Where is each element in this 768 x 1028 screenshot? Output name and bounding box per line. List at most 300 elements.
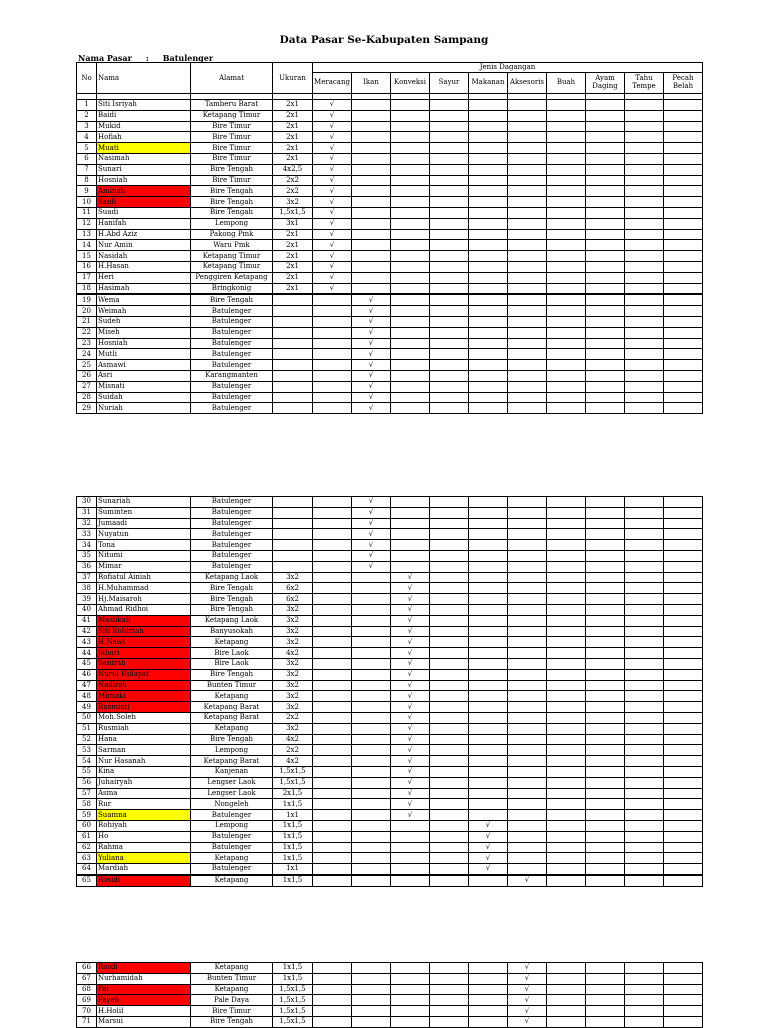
check-mark: √ [313, 100, 352, 111]
table-row [77, 392, 703, 403]
jenis-cell [352, 143, 391, 154]
jenis-cell [430, 648, 469, 659]
jenis-cell [469, 197, 508, 208]
jenis-cell [313, 820, 352, 831]
row-ukuran [273, 316, 313, 327]
jenis-cell [430, 680, 469, 691]
jenis-cell [430, 132, 469, 143]
jenis-cell [352, 864, 391, 875]
jenis-cell [508, 820, 547, 831]
jenis-cell [508, 572, 547, 583]
table-row [77, 327, 703, 338]
row-alamat: Ketapang [191, 853, 273, 864]
row-alamat: Ketapang [191, 875, 273, 886]
table-row [77, 338, 703, 349]
jenis-cell [430, 658, 469, 669]
jenis-cell [664, 229, 703, 240]
row-alamat: Banyusokah [191, 626, 273, 637]
row-nama: H.Holil [97, 1006, 191, 1017]
jenis-cell [430, 875, 469, 886]
jenis-cell [664, 197, 703, 208]
jenis-cell [547, 723, 586, 734]
jenis-cell [586, 777, 625, 788]
jenis-cell [625, 349, 664, 360]
jenis-cell [469, 360, 508, 371]
check-mark: √ [352, 540, 391, 551]
jenis-cell [547, 370, 586, 381]
jenis-cell [586, 540, 625, 551]
row-alamat: Waru Pmk [191, 240, 273, 251]
jenis-cell [625, 984, 664, 995]
row-nama: Jahuri [97, 648, 191, 659]
jenis-cell [547, 788, 586, 799]
row-ukuran: 6x2 [273, 594, 313, 605]
row-ukuran: 2x1 [273, 143, 313, 154]
header-jenis-konveksi: Konveksi [391, 73, 430, 94]
table-row [77, 995, 703, 1006]
jenis-cell [430, 218, 469, 229]
row-no: 60 [77, 820, 97, 831]
jenis-cell [391, 283, 430, 294]
jenis-cell [313, 799, 352, 810]
jenis-cell [547, 153, 586, 164]
jenis-cell [586, 680, 625, 691]
row-ukuran: 4x2 [273, 648, 313, 659]
header-jenis-tahu-tempe: Tahu Tempe [625, 73, 664, 94]
table-row [77, 229, 703, 240]
jenis-cell [664, 810, 703, 821]
row-no: 49 [77, 702, 97, 713]
jenis-cell [625, 766, 664, 777]
row-nama: Misnati [97, 381, 191, 392]
jenis-cell [625, 712, 664, 723]
jenis-cell [469, 186, 508, 197]
jenis-cell [664, 143, 703, 154]
jenis-cell [469, 810, 508, 821]
jenis-cell [547, 875, 586, 886]
row-ukuran [273, 294, 313, 305]
check-mark: √ [391, 680, 430, 691]
jenis-cell [352, 100, 391, 111]
jenis-cell [391, 984, 430, 995]
jenis-cell [547, 973, 586, 984]
jenis-cell [508, 175, 547, 186]
jenis-cell [313, 294, 352, 305]
check-mark: √ [508, 963, 547, 974]
row-alamat: Ketapang Barat [191, 702, 273, 713]
jenis-cell [547, 658, 586, 669]
jenis-cell [430, 360, 469, 371]
table-row [77, 497, 703, 508]
row-ukuran [273, 349, 313, 360]
check-mark: √ [391, 766, 430, 777]
jenis-cell [586, 403, 625, 414]
jenis-cell [430, 723, 469, 734]
table-row [77, 1006, 703, 1017]
jenis-cell [586, 572, 625, 583]
row-alamat: Bire Timur [191, 175, 273, 186]
jenis-cell [391, 153, 430, 164]
jenis-cell [547, 583, 586, 594]
jenis-cell [586, 745, 625, 756]
jenis-cell [469, 1006, 508, 1017]
row-no: 25 [77, 360, 97, 371]
jenis-cell [586, 799, 625, 810]
row-nama: Asmawi [97, 360, 191, 371]
check-mark: √ [313, 197, 352, 208]
jenis-cell [586, 561, 625, 572]
jenis-cell [586, 349, 625, 360]
jenis-cell [430, 820, 469, 831]
row-ukuran [273, 518, 313, 529]
row-ukuran: 3x2 [273, 604, 313, 615]
jenis-cell [625, 973, 664, 984]
table-row [77, 648, 703, 659]
jenis-cell [430, 507, 469, 518]
row-nama: Rusmiati [97, 702, 191, 713]
jenis-cell [430, 691, 469, 702]
jenis-cell [547, 604, 586, 615]
row-ukuran: 3x2 [273, 197, 313, 208]
row-ukuran: 2x1 [273, 110, 313, 121]
jenis-cell [547, 995, 586, 1006]
jenis-cell [508, 540, 547, 551]
jenis-cell [430, 272, 469, 283]
jenis-cell [625, 121, 664, 132]
jenis-cell [391, 497, 430, 508]
jenis-cell [352, 853, 391, 864]
jenis-cell [352, 153, 391, 164]
jenis-cell [430, 283, 469, 294]
jenis-cell [625, 853, 664, 864]
row-ukuran: 2x1 [273, 121, 313, 132]
jenis-cell [508, 121, 547, 132]
jenis-cell [430, 186, 469, 197]
header-ukuran: Ukuran [273, 63, 313, 94]
table-row [77, 853, 703, 864]
row-nama: Tona [97, 540, 191, 551]
row-no: 9 [77, 186, 97, 197]
jenis-cell [625, 370, 664, 381]
jenis-cell [430, 842, 469, 853]
row-alamat: Ketapang [191, 963, 273, 974]
check-mark: √ [313, 143, 352, 154]
jenis-cell [352, 637, 391, 648]
row-alamat: Batulenger [191, 831, 273, 842]
row-ukuran: 2x2 [273, 186, 313, 197]
jenis-cell [547, 572, 586, 583]
jenis-cell [430, 626, 469, 637]
jenis-cell [547, 381, 586, 392]
row-alamat: Tamberu Barat [191, 100, 273, 111]
jenis-cell [469, 143, 508, 154]
jenis-cell [547, 691, 586, 702]
jenis-cell [586, 197, 625, 208]
jenis-cell [586, 164, 625, 175]
row-ukuran: 4x2 [273, 756, 313, 767]
row-alamat: Batulenger [191, 561, 273, 572]
jenis-cell [625, 702, 664, 713]
jenis-cell [586, 327, 625, 338]
jenis-cell [508, 197, 547, 208]
jenis-cell [469, 294, 508, 305]
jenis-cell [352, 251, 391, 262]
row-ukuran: 3x2 [273, 691, 313, 702]
row-alamat: Karangmanten [191, 370, 273, 381]
row-alamat: Ketapang Timur [191, 261, 273, 272]
row-ukuran: 1x1,5 [273, 831, 313, 842]
jenis-cell [586, 712, 625, 723]
jenis-cell [664, 648, 703, 659]
check-mark: √ [391, 788, 430, 799]
row-ukuran: 1x1,5 [273, 963, 313, 974]
jenis-cell [586, 658, 625, 669]
check-mark: √ [469, 831, 508, 842]
jenis-cell [625, 283, 664, 294]
row-nama: Siti Rohimah [97, 626, 191, 637]
jenis-cell [664, 327, 703, 338]
table-row [77, 100, 703, 111]
jenis-cell [664, 153, 703, 164]
jenis-cell [352, 164, 391, 175]
jenis-cell [313, 777, 352, 788]
jenis-cell [547, 842, 586, 853]
row-ukuran [273, 403, 313, 414]
row-ukuran: 1x1,5 [273, 875, 313, 886]
jenis-cell [547, 100, 586, 111]
jenis-cell [508, 497, 547, 508]
jenis-cell [313, 370, 352, 381]
jenis-cell [469, 723, 508, 734]
jenis-cell [547, 853, 586, 864]
jenis-cell [664, 381, 703, 392]
jenis-cell [430, 100, 469, 111]
jenis-cell [508, 583, 547, 594]
jenis-cell [469, 756, 508, 767]
row-nama: Suadi [97, 207, 191, 218]
jenis-cell [391, 550, 430, 561]
jenis-cell [469, 745, 508, 756]
jenis-cell [430, 973, 469, 984]
jenis-cell [508, 810, 547, 821]
jenis-cell [547, 272, 586, 283]
table-row [77, 799, 703, 810]
jenis-cell [430, 572, 469, 583]
row-no: 61 [77, 831, 97, 842]
jenis-cell [664, 164, 703, 175]
jenis-cell [352, 658, 391, 669]
jenis-cell [508, 403, 547, 414]
row-nama: Rosidi [97, 875, 191, 886]
jenis-cell [313, 712, 352, 723]
jenis-cell [508, 240, 547, 251]
jenis-cell [547, 594, 586, 605]
check-mark: √ [352, 294, 391, 305]
jenis-cell [586, 550, 625, 561]
jenis-cell [391, 338, 430, 349]
jenis-cell [508, 518, 547, 529]
table-row [77, 360, 703, 371]
jenis-cell [508, 306, 547, 317]
jenis-cell [469, 799, 508, 810]
jenis-cell [625, 529, 664, 540]
table-row [77, 403, 703, 414]
table-row [77, 283, 703, 294]
jenis-cell [469, 338, 508, 349]
row-ukuran: 2x1 [273, 240, 313, 251]
row-ukuran: 1x1,5 [273, 973, 313, 984]
jenis-cell [352, 995, 391, 1006]
jenis-cell [625, 1016, 664, 1027]
row-alamat: Bire Tengah [191, 669, 273, 680]
jenis-cell [313, 745, 352, 756]
jenis-cell [586, 766, 625, 777]
jenis-cell [313, 338, 352, 349]
row-no: 13 [77, 229, 97, 240]
check-mark: √ [391, 637, 430, 648]
row-alamat: Ketapang Timur [191, 110, 273, 121]
row-alamat: Bire Laok [191, 658, 273, 669]
jenis-cell [508, 392, 547, 403]
row-nama: Yuliana [97, 853, 191, 864]
jenis-cell [586, 702, 625, 713]
market-value: Batulenger [162, 53, 214, 63]
jenis-cell [508, 637, 547, 648]
jenis-cell [469, 240, 508, 251]
jenis-cell [313, 691, 352, 702]
jenis-cell [625, 143, 664, 154]
check-mark: √ [313, 164, 352, 175]
jenis-cell [313, 756, 352, 767]
jenis-cell [430, 799, 469, 810]
table-row [77, 153, 703, 164]
row-alamat: Batulenger [191, 360, 273, 371]
jenis-cell [508, 261, 547, 272]
table-row [77, 984, 703, 995]
row-nama: Nur Hasanah [97, 756, 191, 767]
jenis-cell [664, 110, 703, 121]
jenis-cell [391, 403, 430, 414]
table-row [77, 518, 703, 529]
jenis-cell [430, 529, 469, 540]
jenis-cell [352, 712, 391, 723]
jenis-cell [313, 1006, 352, 1017]
jenis-cell [625, 756, 664, 767]
row-nama: Jumaadi [97, 518, 191, 529]
row-alamat: Pale Daya [191, 995, 273, 1006]
row-alamat: Batulenger [191, 550, 273, 561]
row-nama: Rahma [97, 842, 191, 853]
jenis-cell [664, 777, 703, 788]
jenis-cell [508, 529, 547, 540]
check-mark: √ [508, 995, 547, 1006]
jenis-cell [469, 175, 508, 186]
jenis-cell [586, 294, 625, 305]
jenis-cell [469, 507, 508, 518]
check-mark: √ [391, 615, 430, 626]
jenis-cell [430, 963, 469, 974]
jenis-cell [352, 810, 391, 821]
row-nama: Nitumi [97, 550, 191, 561]
jenis-cell [469, 550, 508, 561]
jenis-cell [625, 615, 664, 626]
row-alamat: Bire Timur [191, 143, 273, 154]
row-no: 5 [77, 143, 97, 154]
row-ukuran: 1x1,5 [273, 799, 313, 810]
table-row [77, 121, 703, 132]
table-row [77, 251, 703, 262]
jenis-cell [313, 766, 352, 777]
jenis-cell [352, 283, 391, 294]
jenis-cell [664, 637, 703, 648]
row-alamat: Bunten Timur [191, 680, 273, 691]
row-alamat: Bunten Timur [191, 973, 273, 984]
jenis-cell [352, 984, 391, 995]
jenis-cell [352, 1016, 391, 1027]
row-nama: Heri [97, 272, 191, 283]
jenis-cell [469, 327, 508, 338]
table-row [77, 143, 703, 154]
row-alamat: Ketapang Timur [191, 251, 273, 262]
row-alamat: Bire Laok [191, 648, 273, 659]
row-ukuran: 3x2 [273, 669, 313, 680]
jenis-cell [547, 669, 586, 680]
jenis-cell [313, 518, 352, 529]
jenis-cell [625, 540, 664, 551]
table-row [77, 963, 703, 974]
jenis-cell [391, 218, 430, 229]
jenis-cell [586, 218, 625, 229]
jenis-cell [352, 745, 391, 756]
row-ukuran [273, 529, 313, 540]
header-nama: Nama [97, 63, 191, 94]
row-no: 22 [77, 327, 97, 338]
row-nama: Asma [97, 788, 191, 799]
jenis-cell [586, 875, 625, 886]
market-separator: : [145, 53, 149, 63]
jenis-cell [625, 995, 664, 1006]
jenis-cell [586, 864, 625, 875]
jenis-cell [586, 316, 625, 327]
row-ukuran: 1x1 [273, 864, 313, 875]
jenis-cell [625, 132, 664, 143]
row-no: 1 [77, 100, 97, 111]
jenis-cell [625, 507, 664, 518]
check-mark: √ [391, 648, 430, 659]
jenis-cell [313, 381, 352, 392]
jenis-cell [664, 561, 703, 572]
jenis-cell [586, 370, 625, 381]
jenis-cell [664, 186, 703, 197]
jenis-cell [664, 306, 703, 317]
jenis-cell [586, 283, 625, 294]
jenis-cell [430, 175, 469, 186]
row-nama: Siti Isriyah [97, 100, 191, 111]
table-row [77, 572, 703, 583]
jenis-cell [508, 207, 547, 218]
jenis-cell [352, 132, 391, 143]
jenis-cell [352, 272, 391, 283]
jenis-cell [508, 272, 547, 283]
jenis-cell [313, 842, 352, 853]
jenis-cell [625, 777, 664, 788]
row-nama: Weimah [97, 306, 191, 317]
jenis-cell [430, 121, 469, 132]
row-no: 59 [77, 810, 97, 821]
row-nama: Wema [97, 294, 191, 305]
check-mark: √ [313, 121, 352, 132]
jenis-cell [586, 583, 625, 594]
